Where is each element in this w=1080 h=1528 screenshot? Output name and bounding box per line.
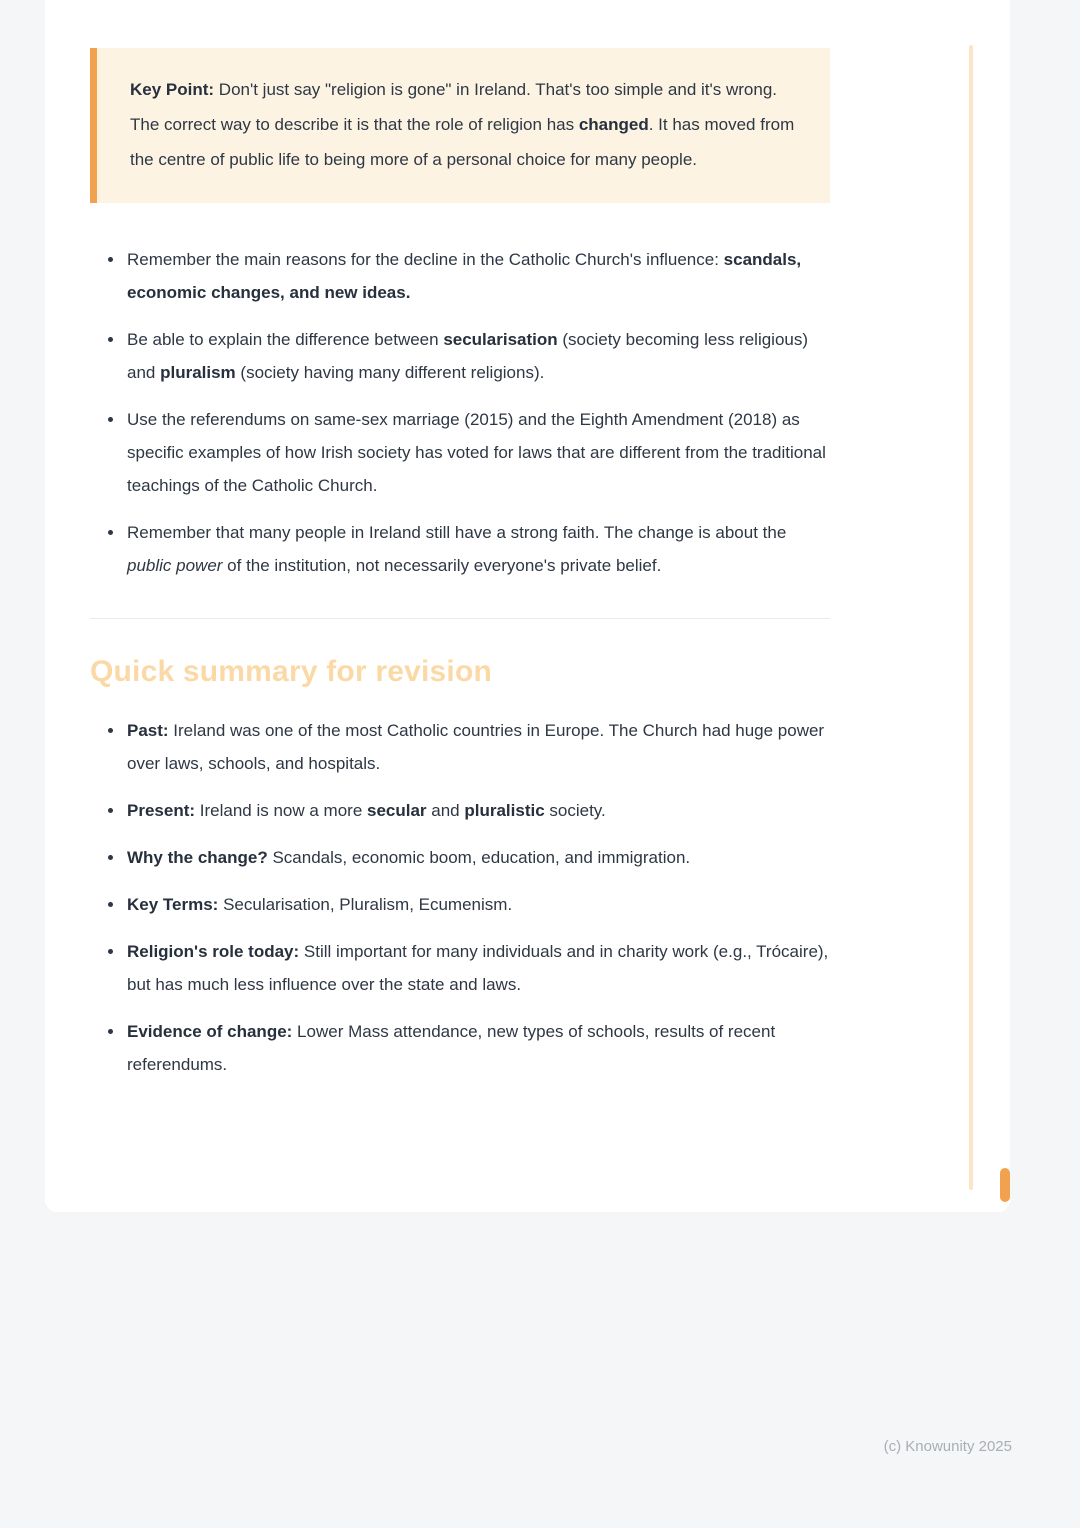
list-item: • Key Terms: Secularisation, Pluralism, Ecumenism. — [125, 888, 830, 921]
scrollbar-track — [969, 45, 973, 1190]
key-point-callout — [90, 48, 830, 203]
scrollbar-thumb[interactable] — [1000, 1168, 1010, 1202]
list-item: • Past: Ireland was one of the most Catholic countries in Europe. The Church had huge power over laws, schools, and hospitals. — [125, 714, 830, 780]
notes-page-card — [45, 0, 1010, 1212]
list-item: • Use the referendums on same-sex marriage (2015) and the Eighth Amendment (2018) as specific examples of how Irish society has voted for laws that are different from the traditional teachings of the Catholic Church. — [125, 403, 830, 502]
copyright-notice: (c) Knowunity 2025 — [883, 1438, 1012, 1455]
list-item: • Why the change? Scandals, economic boom, education, and immigration. — [125, 841, 830, 874]
summary-list — [90, 714, 830, 1081]
list-item: • Religion's role today: Still important for many individuals and in charity work (e.g., Trócaire), but has much less influence over the state and laws. — [125, 935, 830, 1001]
list-item: • Be able to explain the difference between secularisation (society becoming less religious) and pluralism (society having many different religions). — [125, 323, 830, 389]
list-item: • Remember that many people in Ireland still have a strong faith. The change is about the public power of the institution, not necessarily everyone's private belief. — [125, 516, 830, 582]
list-item: • Remember the main reasons for the decline in the Catholic Church's influence: scandals, economic changes, and new ideas. — [125, 243, 830, 309]
summary-heading: Quick summary for revision — [90, 655, 493, 688]
notes-content — [45, 0, 1010, 1081]
section-divider — [90, 618, 830, 619]
exam-tips-list — [90, 243, 830, 582]
list-item: • Present: Ireland is now a more secular and pluralistic society. — [125, 794, 830, 827]
key-point-text: Key Point: Don't just say "religion is gone" in Ireland. That's too simple and it's wrong. The correct way to describe it is that the role of religion has changed. It has moved from the centre of public life to being more of a personal choice for many people. — [130, 80, 795, 169]
list-item: • Evidence of change: Lower Mass attendance, new types of schools, results of recent referendums. — [125, 1015, 830, 1081]
